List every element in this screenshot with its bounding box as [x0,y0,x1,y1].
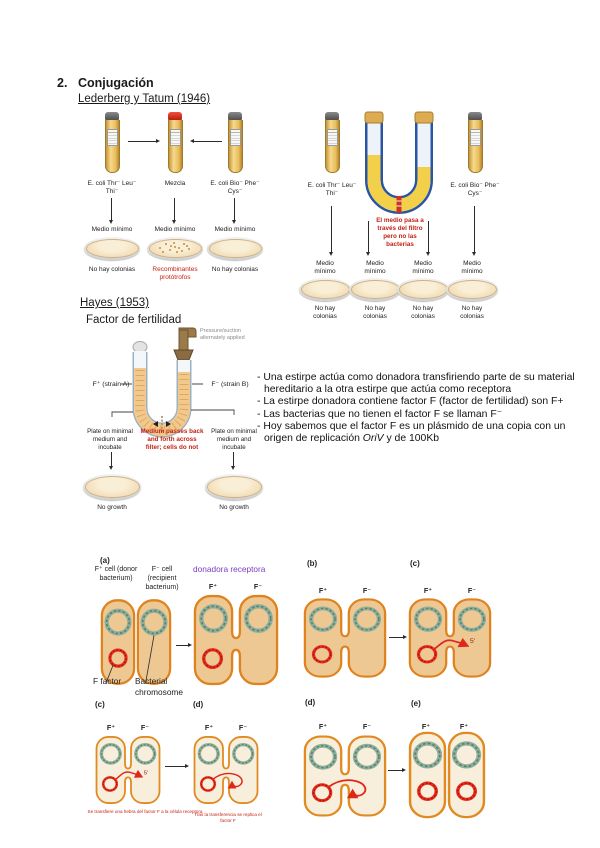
petri-dish [446,278,498,301]
petri-dish [207,237,263,260]
medium-label: Medio mínimo [461,260,483,276]
petri-dish-colonies [147,237,203,260]
strain-b-label: F⁻ (strain B) [211,381,249,388]
f-plus-label: F⁺ [421,722,431,731]
f-minus-label: F⁻ [253,582,263,591]
arrow-down-icon [474,206,475,254]
hayes-title: Hayes (1953) [80,297,150,309]
arrow-down-icon [234,198,235,222]
note-item: - La estirpe donadora contiene factor F (factor de fertilidad) son F+ [257,396,564,408]
filter-icon [397,196,402,213]
f-factor-label: F factor [93,676,122,686]
medium-label: Medio mínimo [364,260,386,276]
tube-label-band [107,129,118,146]
u-tube-diagram [312,110,488,230]
cell-pair-joined-c [408,596,492,680]
cell-pair-joined-d [303,733,387,819]
tube-body [105,120,120,173]
tube-cap [105,112,119,120]
arrow-right-icon [389,637,405,638]
f-plus-label: F⁺ [459,722,469,731]
cell-pair-joined-c-small [95,734,161,806]
cell-pair-joined-d-small [193,734,259,806]
arrow-down-icon [233,452,234,468]
utube-strain-left: E. coli Thr⁻ Leu⁻ Thi⁻ [307,182,357,198]
petri-dish [83,474,141,500]
notes-list [257,372,589,445]
f-plus-label: F⁺ [106,723,116,732]
tube-label-band [170,129,181,146]
result-label: No hay colonias [363,305,387,321]
recipient-cell-label: F⁻ cell (recipient bacterium) [145,566,179,591]
f-plus-label: F⁺ [204,723,214,732]
test-tube-mix [167,112,183,173]
f-minus-label: F⁻ [467,586,477,595]
tube-cap-red [168,112,182,120]
tube-label-right: E. coli Bio⁻ Phe⁻ Cys⁻ [210,180,260,196]
medium-passes-note: Medium passes back and forth across filter; cells do not [140,428,204,452]
oriv-italic: OriV [362,433,384,445]
petri-dish [84,237,140,260]
test-tube-strain-b [227,112,243,173]
caption-d: Tras la transferencia se replica el factor F [194,812,262,823]
arrow-down-icon [111,452,112,468]
cell-pair-joined-b [303,596,387,680]
panel-label-b: (b) [307,559,318,568]
cell-pair-separate-a [100,598,172,686]
medium-label: Medio mínimo [214,226,256,233]
stopper-icon [133,342,147,353]
tube-cap [228,112,242,120]
panel-label-e: (e) [411,699,421,708]
test-tube-strain-a [104,112,120,173]
no-growth-label: No growth [97,504,127,511]
arrow-right-icon [128,141,158,142]
medium-label: Medio mínimo [412,260,434,276]
pressure-note: Pressure/suction alternately applied [200,328,245,342]
petri-dish [397,278,449,301]
arrow-down-icon [368,221,369,254]
note-item: - Las bacterias que no tienen el factor F se llaman F⁻ [257,408,503,420]
cell-pair-separate-e [408,731,486,819]
panel-label-a: (a) [100,556,110,565]
result-label-recombinants: Recombinantes protótrofos [152,266,198,282]
f-minus-label: F⁻ [140,723,150,732]
result-label: No hay colonias [211,266,259,273]
f-plus-label: F⁺ [318,722,328,731]
bracket-line [112,412,133,417]
medium-label: Medio mínimo [91,226,133,233]
tube-label-mid: Mezcla [164,180,186,187]
plate-note-left: Plate on minimal medium and incubate [87,428,133,451]
note-text: - Hoy sabemos que el factor F es un plásmido de una copia con un origen de replicación [257,420,566,445]
bracket-line [191,410,234,415]
panel-label-d: (d) [193,700,204,709]
arrow-right-icon [165,766,187,767]
five-prime-label: 5′ [470,638,476,646]
result-label: No hay colonias [460,305,484,321]
chromosome-label: Bacterial chromosome [135,676,183,697]
donor-recipient-note: donadora receptora [193,564,266,574]
cell-pair-joined-a [193,592,279,688]
arrow-right-icon [388,770,404,771]
tube-label-band [230,129,241,146]
section-number: 2. [57,76,68,90]
note-item: - Una estirpe actúa como donadora transfiriendo parte de su material hereditario a la otra estirpe que actúa como receptora [257,372,575,396]
arrow-right-icon [176,645,190,646]
f-minus-label: F⁻ [238,723,248,732]
strain-a-label: F⁺ (strain A) [92,381,130,388]
note-item [257,421,589,445]
five-prime-label: 5′ [143,770,149,777]
arrow-down-icon [111,198,112,222]
panel-label-d: (d) [305,698,316,707]
panel-label-c: (c) [95,700,105,709]
arrow-down-icon [428,221,429,254]
f-plus-label: F⁺ [208,582,218,591]
section-title: Conjugación [78,76,154,90]
arrow-down-icon [174,198,175,222]
f-plus-label: F⁺ [423,586,433,595]
caption-c: Se transfiere una hebra del factor F a la célula receptora [87,809,203,814]
arrow-left-icon [192,141,222,142]
panel-label-c: (c) [410,559,420,568]
tube-label-left: E. coli Thr⁻ Leu⁻ Thi⁻ [87,180,137,196]
donor-cell-label: F⁺ cell (donor bacterium) [94,566,138,582]
petri-dish [299,278,351,301]
no-growth-label: No growth [219,504,249,511]
result-label: No hay colonias [411,305,435,321]
f-minus-label: F⁻ [362,586,372,595]
petri-dish [205,474,263,500]
petri-dish [349,278,401,301]
arrow-down-icon [331,206,332,254]
hayes-subtitle: Factor de fertilidad [86,314,182,326]
utube-strain-right: E. coli Bio⁻ Phe⁻ Cys⁻ [450,182,500,198]
f-minus-label: F⁻ [362,722,372,731]
tube-body [168,120,183,173]
piston-flange-icon [174,350,193,360]
medium-label: Medio mínimo [154,226,196,233]
tube-body [228,120,243,173]
lederberg-title: Lederberg y Tatum (1946) [78,93,211,105]
note-text: y de 100Kb [383,433,440,445]
f-plus-label: F⁺ [318,586,328,595]
colonies-icon [174,246,176,248]
medium-label: Medio mínimo [314,260,336,276]
result-label: No hay colonias [88,266,136,273]
filter-annotation: El medio pasa a través del filtro pero no las bacterias [376,217,424,249]
result-label: No hay colonias [313,305,337,321]
plate-note-right: Plate on minimal medium and incubate [211,428,257,451]
